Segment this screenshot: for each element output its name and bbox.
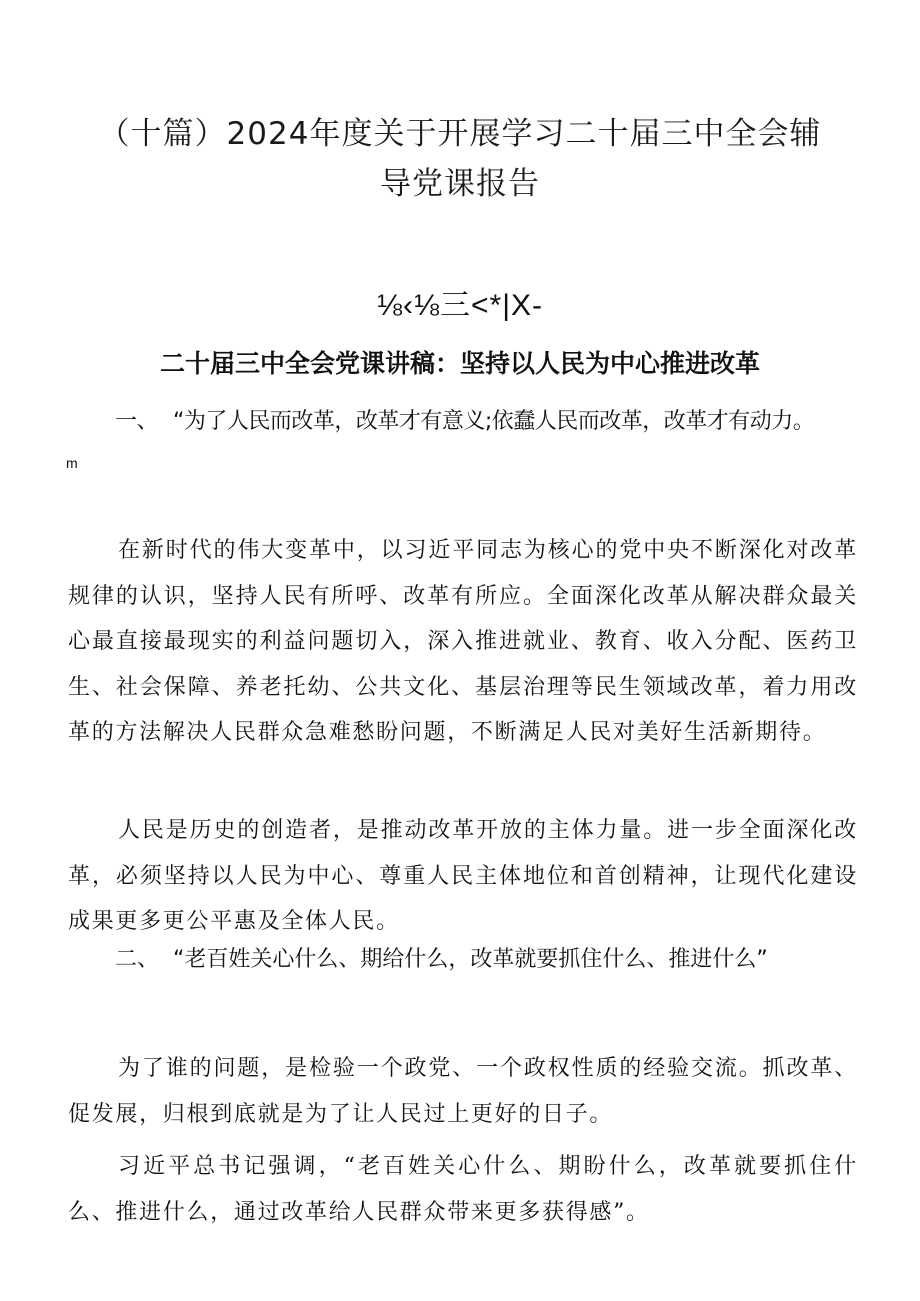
document-subtitle: 二十届三中全会党课讲稿：坚持以人民为中心推进改革 <box>159 349 760 378</box>
paragraph-1: 在新时代的伟大变革中，以习近平同志为核心的党中央不断深化对改革规律的认识，坚持人民有所呼、改革有所应。全面深化改革从解决群众最关心最直接最现实的利益问题切入，深入推进就业、教育、收入分配、医药卫生、社会保障、养老托幼、公共文化、基层治理等民生领域改革，着力用改革的方法解决人民群众急难愁盼问题，不断满足人民对美好生活新期待。 <box>68 538 858 745</box>
paragraph-2: 人民是历史的创造者，是推动改革开放的主体力量。进一步全面深化改革，必须坚持以人民为中心、尊重人民主体地位和首创精神，让现代化建设成果更多更公平惠及全体人民。 <box>68 818 858 934</box>
section-1-heading <box>115 404 875 440</box>
stray-mark: m <box>66 455 78 471</box>
garbled-text-line: ⅛‹⅛三<*|X- <box>376 289 544 322</box>
paragraph-4: 习近平总书记强调，“老百姓关心什么、期盼什么，改革就要抓住什么、推进什么，通过改革给人民群众带来更多获得感”。 <box>68 1154 858 1225</box>
document-title-line-2: 导党课报告 <box>380 166 540 202</box>
section-2-heading-text: “老百姓关心什么、期给什么，改革就要抓住什么、推进什么” <box>173 947 768 972</box>
section-1-heading-text: “为了人民而改革，改革才有意义;依蠢人民而改革，改革才有动力。 <box>173 409 815 434</box>
section-1-number: 一、 <box>115 409 159 434</box>
paragraph-3: 为了谁的问题，是检验一个政党、一个政权性质的经验交流。抓改革、促发展，归根到底就是为了让人民过上更好的日子。 <box>68 1056 858 1127</box>
document-title-line-1: （十篇）2024年度关于开展学习二十届三中全会辅 <box>98 116 822 152</box>
section-2-heading <box>115 942 875 978</box>
section-2-number: 二、 <box>115 947 160 972</box>
